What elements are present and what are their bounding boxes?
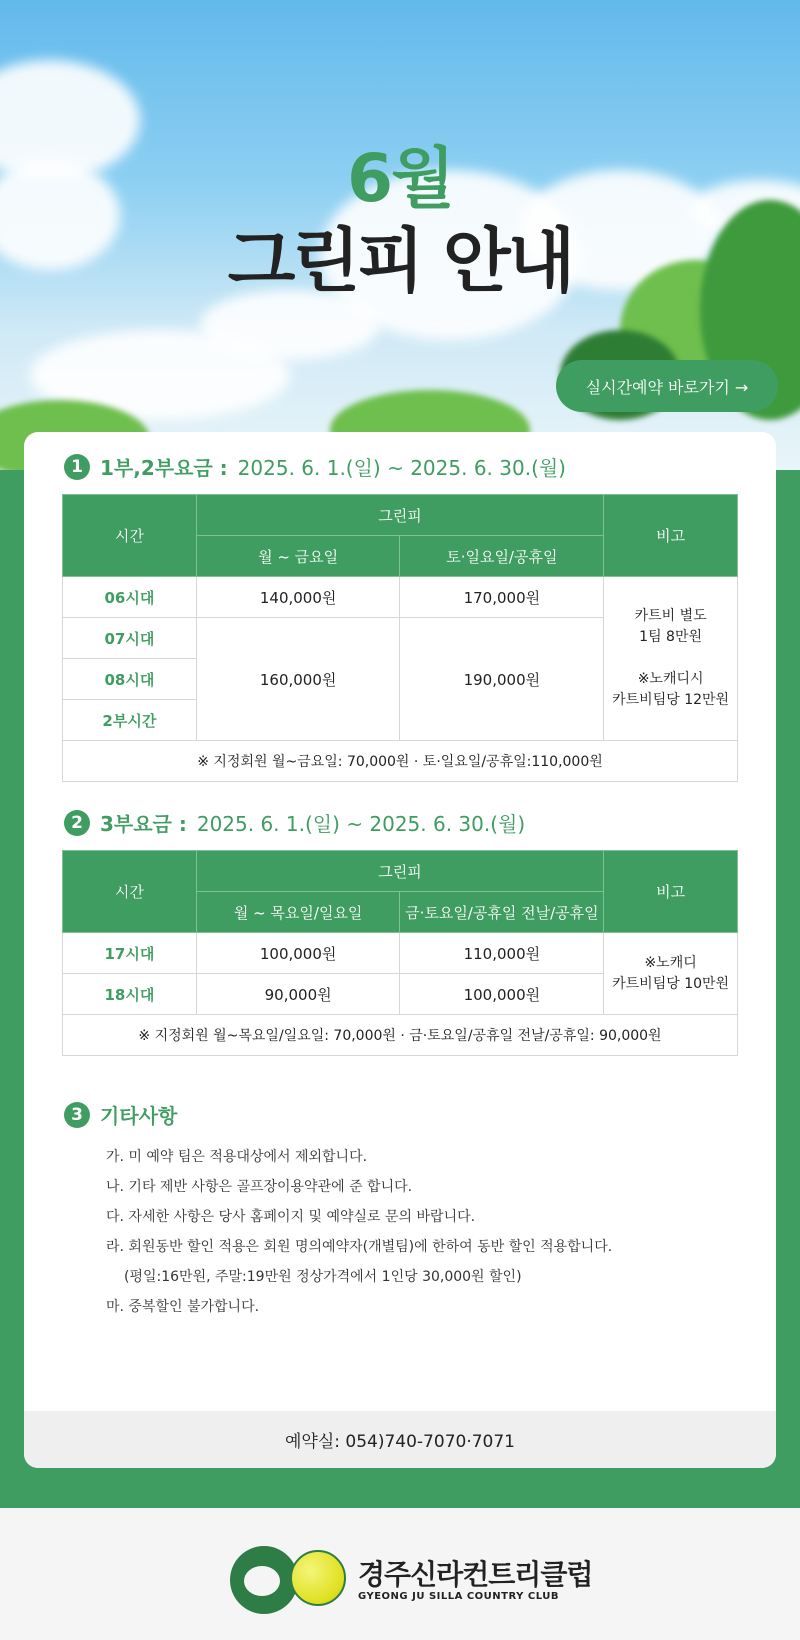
list-item: (평일:16만원, 주말:19만원 정상가격에서 1인당 30,000원 할인) xyxy=(124,1269,522,1285)
header-weekday: 월 ~ 금요일 xyxy=(196,536,400,577)
section-number-badge: 3 xyxy=(64,1102,90,1128)
fee-info-card xyxy=(24,432,776,1468)
logo-korean-name: 경주신라컨트리클럽 xyxy=(358,1557,593,1591)
price-cell: 140,000원 xyxy=(196,577,400,618)
header-time: 시간 xyxy=(63,851,197,933)
realtime-reservation-button[interactable]: 실시간예약 바로가기 → xyxy=(556,360,778,412)
header-greenfee: 그린피 xyxy=(196,851,603,892)
table-row xyxy=(63,577,738,618)
hero-month: 6월 xyxy=(347,140,453,217)
section2-header xyxy=(64,808,525,837)
time-cell: 08시대 xyxy=(63,659,197,700)
section1-fee-table xyxy=(62,494,738,782)
header-greenfee: 그린피 xyxy=(196,495,603,536)
logo-english-name: GYEONG JU SILLA COUNTRY CLUB xyxy=(358,1590,559,1602)
table-footnote: ※ 지정회원 월~금요일: 70,000원 · 토·일요일/공휴일:110,000원 xyxy=(63,741,738,782)
footer xyxy=(0,1508,800,1640)
contact-phone: 예약실: 054)740-7070·7071 xyxy=(285,1432,515,1452)
table-footnote: ※ 지정회원 월~목요일/일요일: 70,000원 · 금·토요일/공휴일 전날/공휴일: 90,000원 xyxy=(63,1015,738,1056)
time-cell: 07시대 xyxy=(63,618,197,659)
list-item: 마. 중복할인 불가합니다. xyxy=(106,1299,260,1315)
section1-date: 2025. 6. 1.(일) ~ 2025. 6. 30.(월) xyxy=(237,456,566,480)
note-line: ※노캐디시 xyxy=(637,671,704,687)
header-note: 비고 xyxy=(604,495,738,577)
price-cell: 160,000원 xyxy=(196,618,400,741)
header-time: 시간 xyxy=(63,495,197,577)
section2-fee-table xyxy=(62,850,738,1056)
price-cell: 110,000원 xyxy=(400,933,604,974)
golf-ball-logo-icon xyxy=(230,1540,352,1620)
section1-header xyxy=(64,452,566,481)
time-cell: 06시대 xyxy=(63,577,197,618)
header-weekday: 월 ~ 목요일/일요일 xyxy=(196,892,400,933)
section2-date: 2025. 6. 1.(일) ~ 2025. 6. 30.(월) xyxy=(196,812,526,836)
section3-header xyxy=(64,1100,177,1129)
note-line: 카트비팀당 12만원 xyxy=(612,692,730,708)
price-cell: 90,000원 xyxy=(196,974,400,1015)
price-cell: 100,000원 xyxy=(400,974,604,1015)
price-cell: 170,000원 xyxy=(400,577,604,618)
notice-list xyxy=(106,1142,612,1322)
list-item: 나. 기타 제반 사항은 골프장이용약관에 준 합니다. xyxy=(106,1179,413,1195)
note-line: 카트비 별도 xyxy=(634,608,707,624)
hero-title: 그린피 안내 xyxy=(227,220,573,302)
section-number-badge: 1 xyxy=(64,454,90,480)
section3-label: 기타사항 xyxy=(100,1104,178,1128)
note-cell xyxy=(604,933,738,1015)
section2-label: 3부요금 : xyxy=(100,812,187,836)
note-cell xyxy=(604,577,738,741)
list-item: 가. 미 예약 팀은 적용대상에서 제외합니다. xyxy=(106,1149,368,1165)
time-cell: 17시대 xyxy=(63,933,197,974)
time-cell: 18시대 xyxy=(63,974,197,1015)
price-cell: 100,000원 xyxy=(196,933,400,974)
header-note: 비고 xyxy=(604,851,738,933)
section1-label: 1부,2부요금 : xyxy=(100,456,228,480)
note-line: ※노캐디 xyxy=(644,954,697,971)
note-line: 카트비팀당 10만원 xyxy=(612,975,730,992)
list-item: 라. 회원동반 할인 적용은 회원 명의예약자(개별팀)에 한하여 동반 할인 적용합니다. xyxy=(106,1239,613,1255)
list-item: 다. 자세한 사항은 당사 홈페이지 및 예약실로 문의 바랍니다. xyxy=(106,1209,476,1225)
note-line: 1팀 8만원 xyxy=(639,629,703,645)
club-logo xyxy=(230,1540,592,1620)
contact-bar xyxy=(24,1411,776,1468)
time-cell: 2부시간 xyxy=(63,700,197,741)
header-weekend: 토·일요일/공휴일 xyxy=(400,536,604,577)
section-number-badge: 2 xyxy=(64,810,90,836)
price-cell: 190,000원 xyxy=(400,618,604,741)
table-row xyxy=(63,933,738,974)
header-weekend: 금·토요일/공휴일 전날/공휴일 xyxy=(400,892,604,933)
